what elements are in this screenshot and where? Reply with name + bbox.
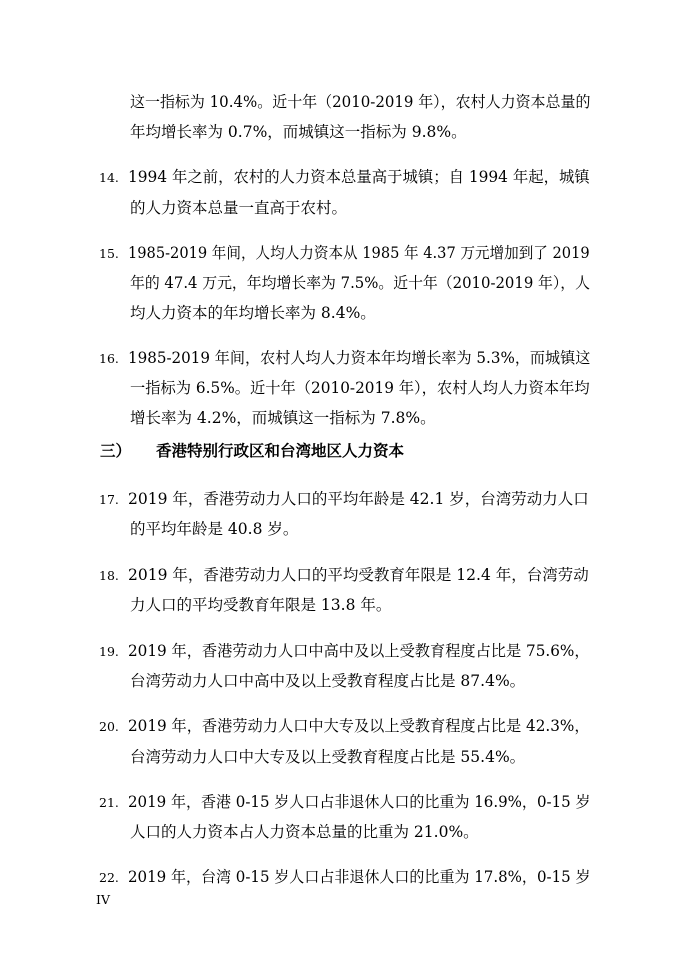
list-item-number: 17.	[99, 492, 119, 507]
list-item-number: 14.	[99, 170, 119, 185]
paragraph-line: 年均增长率为 0.7%，而城镇这一指标为 9.8%。	[130, 123, 467, 141]
list-item-line: 2019 年，香港劳动力人口中大专及以上受教育程度占比是 42.3%，	[128, 717, 590, 735]
page-number: IV	[96, 892, 110, 907]
list-item-line: 人口的人力资本占人力资本总量的比重为 21.0%。	[130, 823, 479, 841]
list-item-line: 1994 年之前，农村的人力资本总量高于城镇；自 1994 年起，城镇	[128, 168, 590, 186]
list-item-line: 力人口的平均受教育年限是 13.8 年。	[130, 596, 392, 614]
list-item-line: 2019 年，香港劳动力人口中高中及以上受教育程度占比是 75.6%，	[128, 642, 590, 660]
list-item-line: 的平均年龄是 40.8 岁。	[130, 520, 299, 538]
section-title: 香港特别行政区和台湾地区人力资本	[156, 441, 405, 460]
list-item-number: 21.	[99, 795, 119, 810]
list-item-number: 16.	[99, 351, 119, 366]
list-item-line: 增长率为 4.2%，而城镇这一指标为 7.8%。	[130, 409, 436, 427]
list-item-number: 22.	[99, 870, 119, 885]
list-item-line: 1985-2019 年间，人均人力资本从 1985 年 4.37 万元增加到了 2019	[128, 244, 590, 262]
list-item-line: 台湾劳动力人口中大专及以上受教育程度占比是 55.4%。	[130, 748, 526, 766]
list-item-line: 年的 47.4 万元，年均增长率为 7.5%。近十年（2010-2019 年），人	[130, 274, 590, 292]
section-number: 三）	[100, 441, 132, 460]
list-item-line: 台湾劳动力人口中高中及以上受教育程度占比是 87.4%。	[130, 672, 526, 690]
list-item-number: 15.	[99, 246, 119, 261]
list-item-number: 20.	[99, 719, 119, 734]
list-item-line: 2019 年，香港劳动力人口的平均年龄是 42.1 岁，台湾劳动力人口	[128, 490, 589, 508]
list-item-line: 均人力资本的年均增长率为 8.4%。	[130, 304, 376, 322]
list-item-number: 18.	[99, 568, 119, 583]
list-item-line: 一指标为 6.5%。近十年（2010-2019 年），农村人均人力资本年均	[130, 379, 590, 397]
list-item-line: 1985-2019 年间，农村人均人力资本年均增长率为 5.3%，而城镇这	[128, 349, 591, 367]
list-item-line: 2019 年，香港 0-15 岁人口占非退休人口的比重为 16.9%，0-15 岁	[128, 793, 591, 811]
list-item-line: 2019 年，香港劳动力人口的平均受教育年限是 12.4 年，台湾劳动	[128, 566, 589, 584]
paragraph-line: 这一指标为 10.4%。近十年（2010-2019 年），农村人力资本总量的	[130, 93, 591, 111]
list-item-number: 19.	[99, 644, 119, 659]
list-item-line: 的人力资本总量一直高于农村。	[130, 199, 348, 217]
list-item-line: 2019 年，台湾 0-15 岁人口占非退休人口的比重为 17.8%，0-15 岁	[128, 868, 591, 886]
